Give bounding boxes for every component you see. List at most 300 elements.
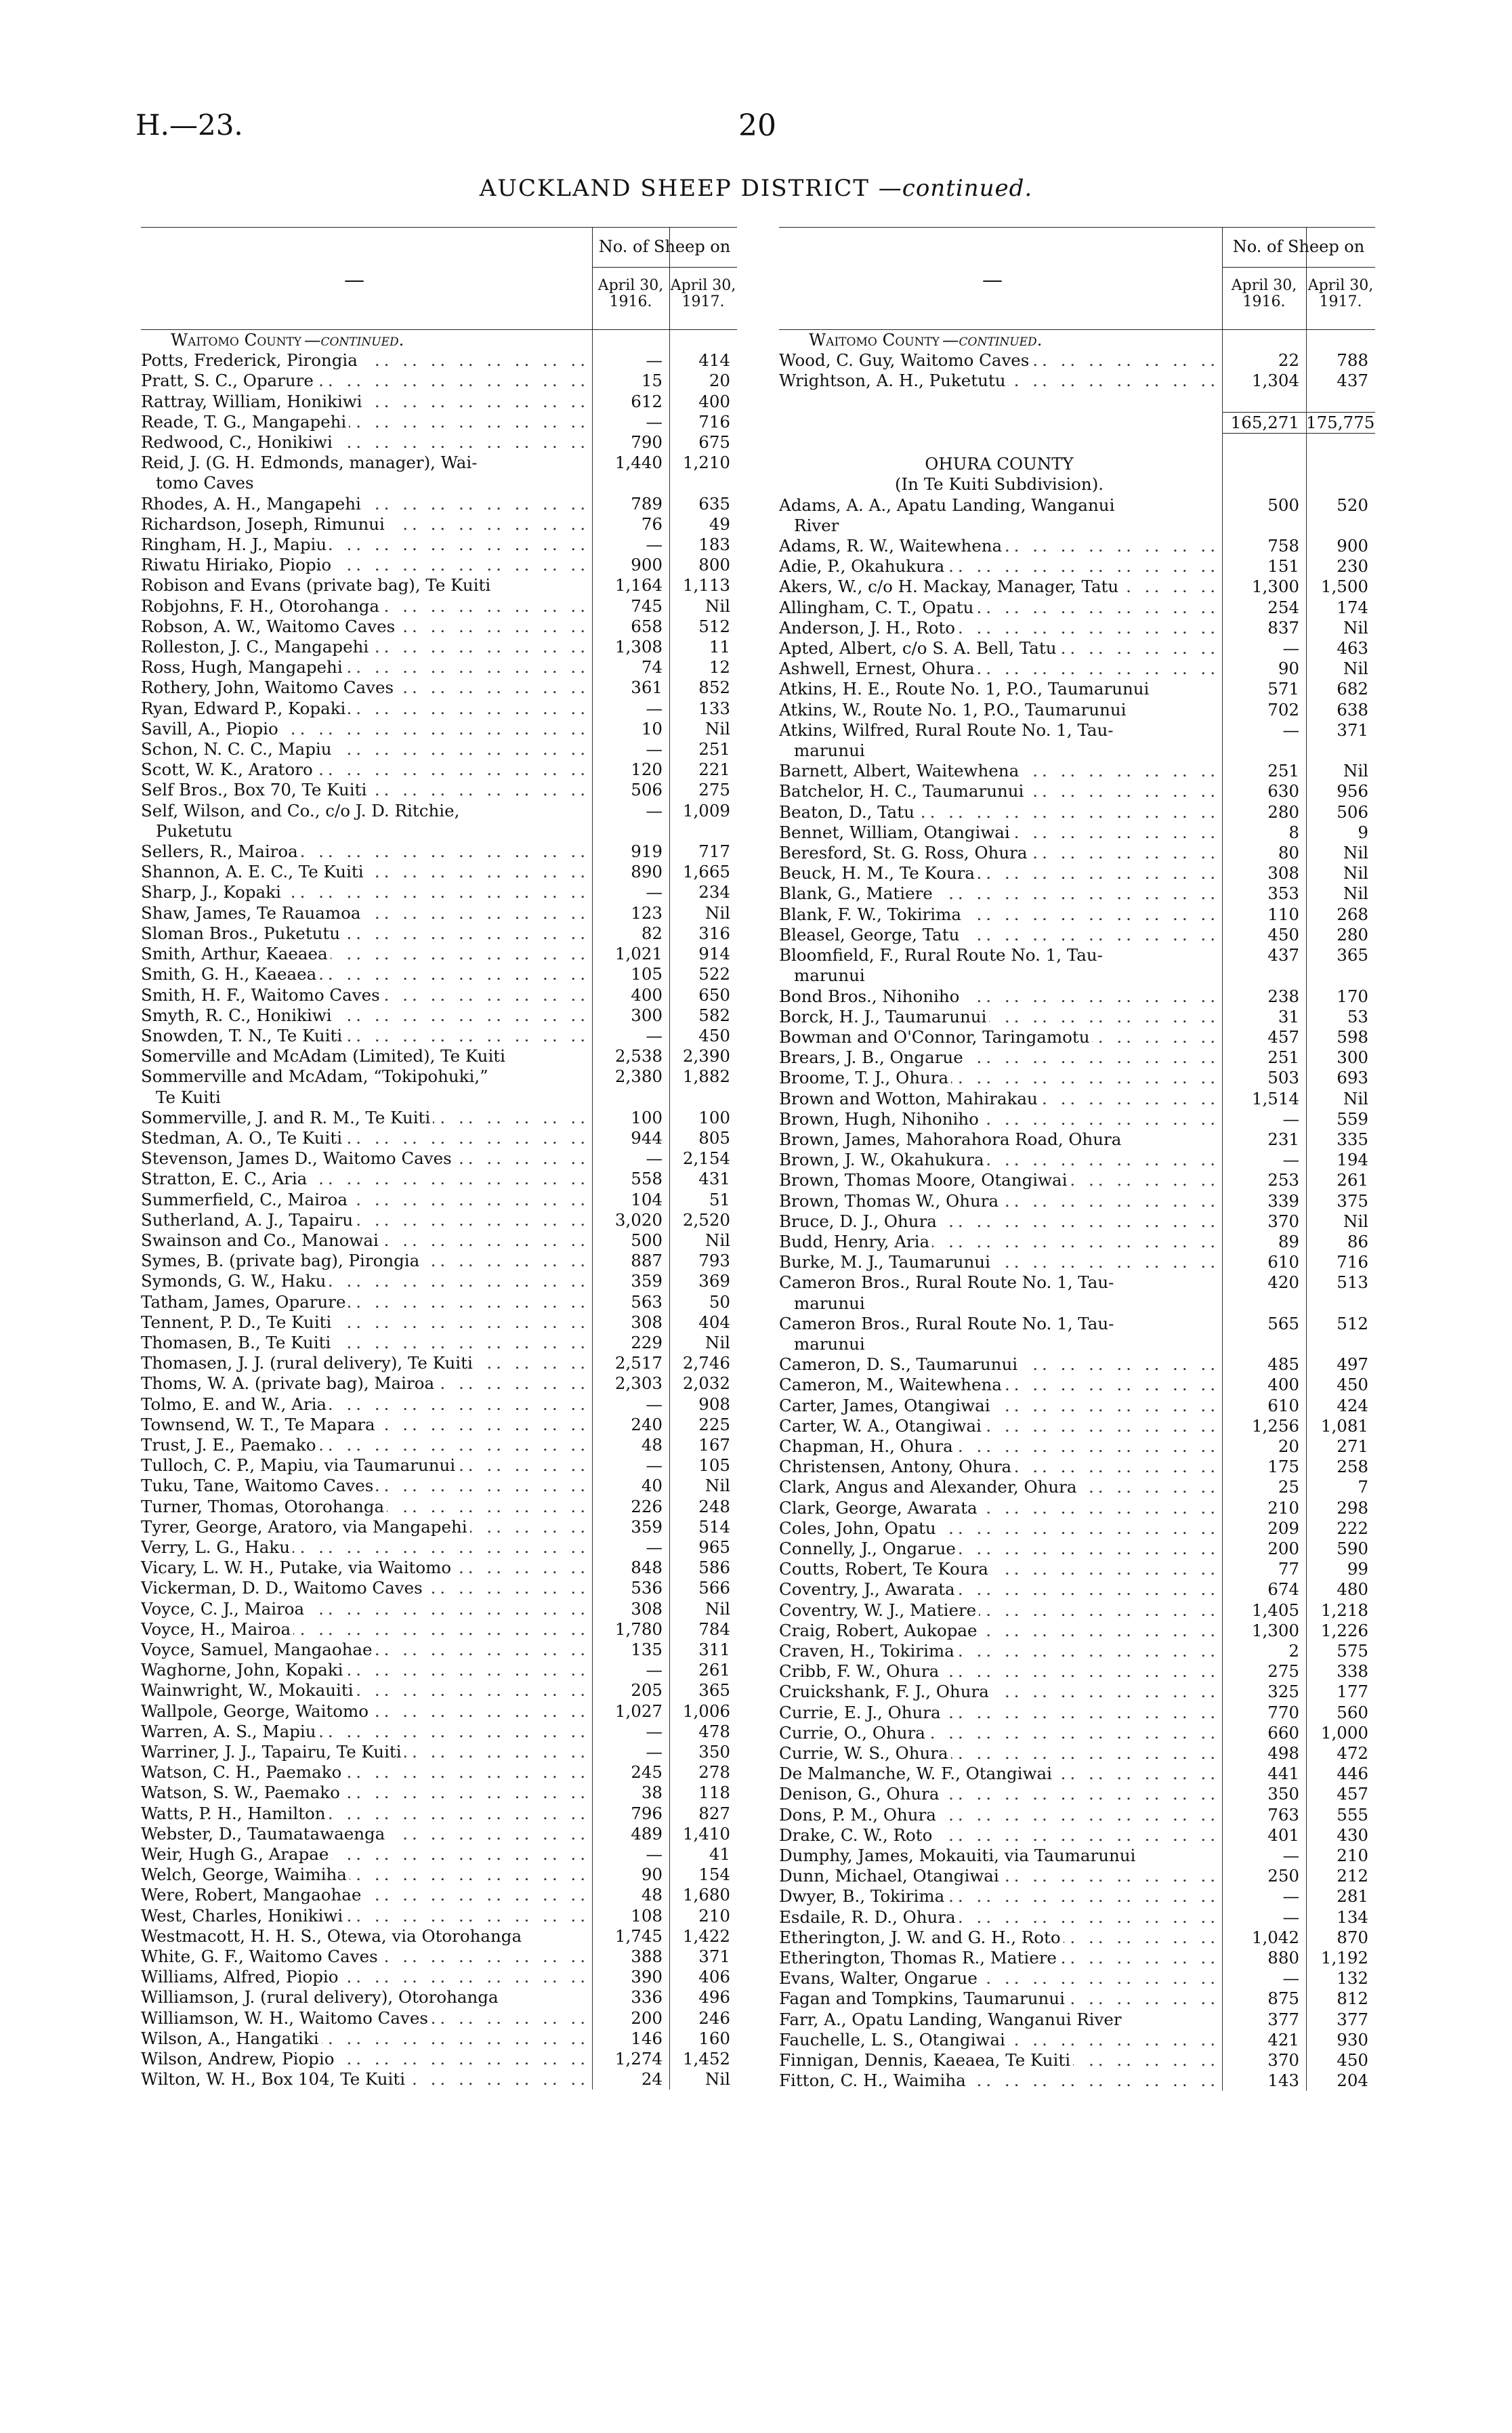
entry-name: Dumphy, James, Mokauiti, via Taumarunui bbox=[779, 1846, 1222, 1866]
entry-name: Robjohns, F. H., Otorohanga .. .. bbox=[141, 596, 592, 617]
sheep-1917: 251 bbox=[698, 739, 730, 760]
entry-name: White, G. F., Waitomo Caves .. .. bbox=[141, 1947, 592, 1967]
entry-name: Barnett, Albert, Waitewhena .. .. bbox=[779, 761, 1222, 781]
sheep-1917: 365 bbox=[698, 1680, 730, 1701]
table-row bbox=[141, 1517, 767, 1537]
entry-name: Adie, P., Okahukura .. .. bbox=[779, 556, 1222, 577]
entry-name: Bennet, William, Otangiwai .. .. bbox=[779, 823, 1222, 843]
entry-name: Cameron, D. S., Taumarunui .. .. bbox=[779, 1354, 1222, 1375]
table-row bbox=[141, 1148, 767, 1169]
sheep-1917: 522 bbox=[698, 964, 730, 984]
table-row bbox=[779, 1457, 1405, 1477]
entry-name: Schon, N. C. C., Mapiu .. .. bbox=[141, 739, 592, 760]
entry-name: Evans, Walter, Ongarue .. .. bbox=[779, 1968, 1222, 1989]
sheep-1916: 796 bbox=[631, 1803, 663, 1823]
sheep-1916: 390 bbox=[631, 1967, 663, 1987]
sheep-1917: 222 bbox=[1337, 1518, 1368, 1538]
sheep-1917: 650 bbox=[698, 984, 730, 1005]
sheep-1917: 900 bbox=[1337, 536, 1368, 556]
date-1917: April 30, 1917. bbox=[1307, 277, 1374, 310]
table-row bbox=[141, 1537, 767, 1558]
sheep-1916: 1,042 bbox=[1251, 1927, 1299, 1947]
sheep-1916 bbox=[607, 821, 684, 841]
table-row bbox=[779, 1498, 1405, 1518]
table-row bbox=[141, 841, 767, 862]
entry-name: Trust, J. E., Paemako .. .. bbox=[141, 1435, 592, 1455]
sheep-1916 bbox=[622, 330, 699, 350]
sheep-1917 bbox=[684, 1087, 752, 1108]
entry-name: Cribb, F. W., Ohura .. .. bbox=[779, 1661, 1222, 1682]
table-row bbox=[779, 1968, 1405, 1989]
sheep-1917: 404 bbox=[698, 1312, 730, 1332]
sheep-1916: — bbox=[646, 411, 663, 432]
entry-name: Redwood, C., Honikiwi .. .. bbox=[141, 432, 592, 453]
table-row bbox=[141, 1824, 767, 1844]
sheep-1916: 1,304 bbox=[1251, 371, 1299, 391]
sheep-1916: 763 bbox=[1267, 1804, 1299, 1825]
entry-name: Atkins, Wilfred, Rural Route No. 1, Tau- bbox=[779, 720, 1222, 741]
county-heading bbox=[779, 474, 1405, 495]
entry-name: West, Charles, Honikiwi .. .. bbox=[141, 1906, 592, 1926]
entry-name: Stedman, A. O., Te Kuiti .. .. bbox=[141, 1128, 592, 1148]
table-row bbox=[141, 350, 767, 371]
table-row bbox=[779, 2071, 1405, 2091]
table-row bbox=[779, 761, 1405, 781]
sheep-1917 bbox=[1321, 741, 1390, 761]
sheep-1917: 105 bbox=[698, 1455, 730, 1476]
entry-name: Voyce, C. J., Mairoa .. .. bbox=[141, 1599, 592, 1619]
sheep-1916: 500 bbox=[1267, 495, 1299, 515]
sheep-1917: 271 bbox=[1337, 1436, 1368, 1456]
sheep-1916: 420 bbox=[1267, 1272, 1299, 1293]
sheep-1916: 231 bbox=[1267, 1129, 1299, 1149]
section-heading bbox=[141, 330, 767, 350]
sheep-1916 bbox=[1237, 1293, 1321, 1314]
entry-name: Batchelor, H. C., Taumarunui .. .. bbox=[779, 781, 1222, 802]
sheep-1916: — bbox=[646, 800, 663, 820]
entry-name: Turner, Thomas, Otorohanga .. .. bbox=[141, 1497, 592, 1517]
table-row bbox=[779, 1436, 1405, 1457]
table-row bbox=[141, 780, 767, 800]
table-row bbox=[779, 781, 1405, 802]
entry-name: Tulloch, C. P., Mapiu, via Taumarunui .. .. bbox=[141, 1455, 592, 1476]
entry-name: River bbox=[779, 516, 1237, 536]
entry-name: Anderson, J. H., Roto .. .. bbox=[779, 618, 1222, 638]
sheep-1917: 638 bbox=[1337, 699, 1368, 720]
sheep-1917 bbox=[1336, 330, 1405, 350]
table-row bbox=[141, 514, 767, 535]
table-row bbox=[779, 1191, 1405, 1211]
sheep-1917: 1,210 bbox=[682, 453, 730, 473]
sheep-1917: Nil bbox=[705, 2069, 730, 2089]
sheep-1916: — bbox=[1282, 638, 1299, 659]
entry-name: Akers, W., c/o H. Mackay, Manager, Tatu .. .. bbox=[779, 577, 1222, 597]
sheep-1917: 1,000 bbox=[1320, 1722, 1368, 1743]
sheep-1917: 278 bbox=[698, 1762, 730, 1783]
date-1916: April 30, 1916. bbox=[597, 277, 664, 310]
entry-name: Shaw, James, Te Rauamoa .. .. bbox=[141, 903, 592, 923]
sheep-1917: 365 bbox=[1337, 945, 1368, 965]
entry-name: Etherington, J. W. and G. H., Roto .. .. bbox=[779, 1928, 1222, 1948]
sheep-1916 bbox=[607, 473, 684, 493]
table-row bbox=[141, 473, 767, 493]
entry-name: Dwyer, B., Tokirima .. .. bbox=[779, 1886, 1222, 1907]
table-row bbox=[141, 1680, 767, 1701]
sheep-1917: 1,452 bbox=[682, 2049, 730, 2069]
table-row bbox=[779, 1109, 1405, 1129]
sheep-1916 bbox=[1222, 474, 1306, 495]
sheep-1916: 503 bbox=[1267, 1068, 1299, 1088]
sheep-1916: 890 bbox=[631, 862, 663, 882]
table-row bbox=[141, 1251, 767, 1271]
table-row bbox=[141, 596, 767, 617]
sheep-1916: — bbox=[646, 698, 663, 718]
entry-name: Brown, J. W., Okahukura .. .. bbox=[779, 1150, 1222, 1170]
table-row bbox=[141, 392, 767, 412]
entry-name: Watson, C. H., Paemako .. .. bbox=[141, 1762, 592, 1783]
entry-name: Craven, H., Tokirima .. .. bbox=[779, 1641, 1222, 1661]
sheep-1917: 930 bbox=[1337, 2029, 1368, 2050]
sheep-1916: 450 bbox=[1267, 924, 1299, 944]
sheep-1917: 716 bbox=[1337, 1252, 1368, 1272]
entry-name: Bond Bros., Nihoniho .. .. bbox=[779, 986, 1222, 1007]
table-row bbox=[779, 536, 1405, 556]
sheep-1916: — bbox=[646, 882, 663, 902]
entry-name: Adams, A. A., Apatu Landing, Wanganui bbox=[779, 495, 1222, 516]
sheep-1917: 446 bbox=[1337, 1764, 1368, 1784]
sheep-1916: 251 bbox=[1267, 761, 1299, 781]
sheep-1916 bbox=[607, 1087, 684, 1108]
page-title: AUCKLAND SHEEP DISTRICT —continued. bbox=[479, 175, 1033, 202]
sheep-1917: 11 bbox=[709, 637, 730, 657]
entry-name: Denison, G., Ohura .. .. bbox=[779, 1784, 1222, 1804]
sheep-1916: 200 bbox=[631, 2008, 663, 2028]
sheep-1917: 2,154 bbox=[682, 1148, 730, 1169]
table-row bbox=[141, 1005, 767, 1026]
sheep-1916: 421 bbox=[1267, 2029, 1299, 2050]
sheep-1916: 558 bbox=[631, 1169, 663, 1189]
table-row bbox=[779, 556, 1405, 577]
sheep-1917: 234 bbox=[698, 882, 730, 902]
table-row bbox=[779, 1252, 1405, 1272]
table-row bbox=[141, 1987, 767, 2008]
entry-name: Ashwell, Ernest, Ohura .. .. bbox=[779, 659, 1222, 679]
sheep-1916: — bbox=[1282, 1846, 1299, 1866]
sheep-1917: 7 bbox=[1358, 1477, 1368, 1497]
sheep-1917: 812 bbox=[1337, 1989, 1368, 2009]
entry-name: Richardson, Joseph, Rimunui .. .. bbox=[141, 514, 592, 535]
table-row bbox=[779, 1007, 1405, 1027]
sheep-1916: 3,020 bbox=[614, 1209, 663, 1230]
entry-name: Reid, J. (G. H. Edmonds, manager), Wai- bbox=[141, 453, 592, 473]
sheep-1916: — bbox=[646, 1721, 663, 1741]
sheep-1917 bbox=[1321, 1334, 1390, 1354]
sheep-1917: 480 bbox=[1337, 1579, 1368, 1600]
sheep-1916: 200 bbox=[1267, 1538, 1299, 1558]
table-row bbox=[141, 2069, 767, 2089]
entry-name: Apted, Albert, c/o S. A. Bell, Tatu .. .. bbox=[779, 638, 1222, 659]
table-row bbox=[141, 453, 767, 473]
table-row bbox=[779, 1682, 1405, 1702]
table-row bbox=[779, 371, 1405, 391]
sheep-1917: 1,113 bbox=[682, 575, 730, 596]
sheep-1916: 24 bbox=[641, 2069, 663, 2089]
sheep-1917: Nil bbox=[705, 1598, 730, 1619]
entry-name: Tyrer, George, Aratoro, via Mangapehi .. .. bbox=[141, 1517, 592, 1537]
table-row bbox=[141, 1742, 767, 1762]
table-row bbox=[779, 1518, 1405, 1539]
sheep-1916: — bbox=[646, 1537, 663, 1557]
sheep-1917: 472 bbox=[1337, 1743, 1368, 1764]
sheep-1916: — bbox=[1282, 1886, 1299, 1907]
entry-name: Drake, C. W., Roto .. .. bbox=[779, 1825, 1222, 1846]
sheep-1917: 716 bbox=[698, 411, 730, 432]
sheep-1916: 280 bbox=[1267, 802, 1299, 822]
sheep-1916: 919 bbox=[631, 841, 663, 862]
left-rows bbox=[141, 330, 767, 2089]
table-row bbox=[141, 944, 767, 964]
sheep-1917: 1,680 bbox=[682, 1885, 730, 1905]
sheep-1916: 143 bbox=[1267, 2071, 1299, 2091]
sheep-1916: — bbox=[646, 1660, 663, 1680]
entry-name bbox=[779, 434, 1222, 454]
header-dash: — bbox=[982, 268, 1003, 292]
table-row bbox=[141, 1722, 767, 1742]
sheep-1917: 497 bbox=[1337, 1354, 1368, 1375]
sheep-1916 bbox=[1222, 454, 1306, 474]
entry-name: Borck, H. J., Taumarunui .. .. bbox=[779, 1007, 1222, 1027]
sheep-1916: 498 bbox=[1267, 1743, 1299, 1764]
sheep-1917: 261 bbox=[1337, 1170, 1368, 1190]
sheep-1916: 339 bbox=[1267, 1190, 1299, 1211]
entry-name: Coventry, W. J., Matiere .. .. bbox=[779, 1600, 1222, 1621]
sheep-1917: 414 bbox=[698, 350, 730, 371]
sheep-1916: 1,256 bbox=[1251, 1415, 1299, 1436]
sheep-1916: 10 bbox=[641, 718, 663, 739]
sheep-1916: 104 bbox=[631, 1189, 663, 1209]
entry-name: Symes, B. (private bag), Pirongia .. .. bbox=[141, 1251, 592, 1271]
sheep-1917: 514 bbox=[698, 1516, 730, 1537]
sheep-1916: 74 bbox=[641, 657, 663, 678]
sheep-1916 bbox=[1252, 330, 1336, 350]
entry-name: Ringham, H. J., Mapiu .. .. bbox=[141, 535, 592, 555]
entry-name: marunui bbox=[779, 741, 1237, 761]
sheep-1917: 450 bbox=[1337, 2050, 1368, 2071]
sheep-1917: 693 bbox=[1337, 1068, 1368, 1088]
sheep-1917: 20 bbox=[709, 371, 730, 391]
sheep-1917: Nil bbox=[1343, 659, 1368, 679]
entry-name: Blank, G., Matiere .. .. bbox=[779, 883, 1222, 904]
sheep-1916: 370 bbox=[1267, 2050, 1299, 2071]
sheep-1917: 177 bbox=[1337, 1682, 1368, 1702]
entry-name: Coutts, Robert, Te Koura .. .. bbox=[779, 1559, 1222, 1579]
table-row bbox=[141, 1640, 767, 1660]
entry-name: Coles, John, Opatu .. .. bbox=[779, 1518, 1222, 1539]
sheep-1916: 660 bbox=[1267, 1722, 1299, 1743]
sheep-1916: 500 bbox=[631, 1230, 663, 1250]
entry-name: Symonds, G. W., Haku .. .. bbox=[141, 1271, 592, 1291]
entry-name: Weir, Hugh G., Arapae .. .. bbox=[141, 1844, 592, 1865]
sheep-1917: 582 bbox=[698, 1005, 730, 1025]
sheep-1916: 1,300 bbox=[1251, 577, 1299, 597]
sheep-1917: 298 bbox=[1337, 1497, 1368, 1518]
table-row bbox=[779, 659, 1405, 679]
sheep-1916 bbox=[1237, 741, 1321, 761]
sheep-1916: 361 bbox=[631, 678, 663, 698]
sheep-1917: 1,500 bbox=[1320, 577, 1368, 597]
entry-name: Riwatu Hiriako, Piopio .. .. bbox=[141, 555, 592, 575]
sheep-1917: 635 bbox=[698, 493, 730, 514]
no-of-sheep-label: No. of Sheep on bbox=[598, 237, 731, 256]
table-row bbox=[141, 739, 767, 760]
sheep-1916: — bbox=[1282, 1907, 1299, 1927]
sheep-1916: 1,440 bbox=[614, 453, 663, 473]
table-row bbox=[141, 1046, 767, 1066]
table-row bbox=[779, 802, 1405, 823]
sheep-1917: 167 bbox=[698, 1434, 730, 1455]
sheep-1917: 1,422 bbox=[682, 1926, 730, 1946]
sheep-1917: 2,390 bbox=[682, 1046, 730, 1066]
sheep-1916: 22 bbox=[1278, 350, 1299, 371]
sheep-1917: 160 bbox=[698, 2028, 730, 2048]
sheep-1916: 110 bbox=[1267, 904, 1299, 924]
entry-name: Atkins, H. E., Route No. 1, P.O., Taumarunui bbox=[779, 679, 1222, 699]
table-row bbox=[141, 882, 767, 902]
table-row bbox=[141, 1026, 767, 1046]
sheep-1917: 154 bbox=[698, 1865, 730, 1885]
sheep-1916: — bbox=[646, 535, 663, 555]
sheep-1917: 457 bbox=[1337, 1784, 1368, 1804]
sheep-1917: 512 bbox=[698, 616, 730, 636]
table-row bbox=[779, 1825, 1405, 1846]
sheep-1917: 784 bbox=[698, 1619, 730, 1639]
sheep-1917: 335 bbox=[1337, 1129, 1368, 1149]
entry-name: Watson, S. W., Paemako .. .. bbox=[141, 1783, 592, 1803]
table-row bbox=[779, 1928, 1405, 1948]
table-row bbox=[141, 1373, 767, 1394]
sheep-1917: 800 bbox=[698, 555, 730, 575]
table-row bbox=[779, 1293, 1405, 1314]
sheep-1916: 1,745 bbox=[614, 1926, 663, 1946]
entry-name: Sommerville, J. and R. M., Te Kuiti .. .. bbox=[141, 1108, 592, 1128]
sheep-1917: 675 bbox=[698, 432, 730, 453]
sheep-1917: 311 bbox=[698, 1640, 730, 1659]
sheep-1916: 359 bbox=[631, 1271, 663, 1291]
sheep-1916: 76 bbox=[641, 514, 663, 534]
entry-name: Carter, W. A., Otangiwai .. .. bbox=[779, 1416, 1222, 1436]
table-row bbox=[779, 1866, 1405, 1886]
sheep-1916 bbox=[1222, 392, 1306, 412]
sheep-1917: 2,746 bbox=[682, 1353, 730, 1373]
entry-name: Watts, P. H., Hamilton .. .. bbox=[141, 1804, 592, 1824]
table-row bbox=[141, 1762, 767, 1783]
sheep-1916: 40 bbox=[641, 1476, 663, 1496]
table-row bbox=[779, 1375, 1405, 1395]
sheep-1916: 325 bbox=[1267, 1682, 1299, 1702]
sheep-1916: 437 bbox=[1267, 945, 1299, 965]
page-number: 20 bbox=[738, 108, 776, 143]
entry-name: Bloomfield, F., Rural Route No. 1, Tau- bbox=[779, 945, 1222, 965]
table-row bbox=[779, 1846, 1405, 1866]
table-row bbox=[141, 1087, 767, 1108]
table-row bbox=[779, 598, 1405, 618]
sheep-1916: 565 bbox=[1267, 1313, 1299, 1333]
table-row bbox=[141, 1558, 767, 1578]
sheep-1916: 209 bbox=[1267, 1518, 1299, 1538]
entry-name: Cameron Bros., Rural Route No. 1, Tau- bbox=[779, 1272, 1222, 1293]
entry-name: Brears, J. B., Ongarue .. .. bbox=[779, 1047, 1222, 1068]
sheep-1916: 388 bbox=[631, 1947, 663, 1967]
entry-name: Craig, Robert, Aukopae .. .. bbox=[779, 1621, 1222, 1641]
section-heading bbox=[779, 330, 1405, 350]
entry-name: Carter, James, Otangiwai .. .. bbox=[779, 1396, 1222, 1416]
sheep-1917: 598 bbox=[1337, 1026, 1368, 1047]
sheep-1917: 496 bbox=[698, 1987, 730, 2008]
sheep-1916: 359 bbox=[631, 1516, 663, 1537]
sheep-1917: 1,009 bbox=[682, 800, 730, 820]
sheep-1917: 506 bbox=[1337, 802, 1368, 822]
sheep-1917: 183 bbox=[698, 535, 730, 555]
entry-name: Thoms, W. A. (private bag), Mairoa .. .. bbox=[141, 1373, 592, 1394]
sheep-1917: 225 bbox=[698, 1414, 730, 1434]
sheep-1917: 134 bbox=[1337, 1907, 1368, 1927]
sheep-1916: 2,517 bbox=[614, 1353, 663, 1373]
sheep-1916: 350 bbox=[1267, 1784, 1299, 1804]
entry-name: OHURA COUNTY bbox=[779, 454, 1222, 474]
sheep-1916: 77 bbox=[1278, 1559, 1299, 1579]
table-row bbox=[779, 350, 1405, 371]
sheep-1917: 827 bbox=[698, 1803, 730, 1823]
table-row bbox=[779, 1334, 1405, 1354]
entry-name: Potts, Frederick, Pirongia .. .. bbox=[141, 350, 592, 371]
sheep-1917: Nil bbox=[1343, 883, 1368, 904]
sheep-1917: 805 bbox=[698, 1127, 730, 1148]
table-row bbox=[141, 862, 767, 882]
table-row bbox=[141, 412, 767, 432]
table-row bbox=[141, 1190, 767, 1210]
sheep-1917: 369 bbox=[698, 1271, 730, 1291]
entry-name bbox=[779, 392, 1222, 412]
sheep-1917: 210 bbox=[698, 1905, 730, 1926]
sheep-1916: 536 bbox=[631, 1578, 663, 1598]
entry-name: Thomasen, B., Te Kuiti .. .. bbox=[141, 1333, 592, 1353]
sheep-1916: 887 bbox=[631, 1251, 663, 1271]
table-row bbox=[779, 1703, 1405, 1723]
sheep-1916: 745 bbox=[631, 596, 663, 616]
sheep-1916: 2,380 bbox=[614, 1066, 663, 1087]
entry-name: tomo Caves bbox=[141, 473, 607, 493]
sheep-1917: 51 bbox=[709, 1189, 730, 1209]
sheep-1917: 210 bbox=[1337, 1846, 1368, 1866]
sheep-1917: 512 bbox=[1337, 1313, 1368, 1333]
sheep-1916: 370 bbox=[1267, 1211, 1299, 1231]
table-row bbox=[141, 1476, 767, 1496]
sheep-1916: 89 bbox=[1278, 1231, 1299, 1251]
header-dash: — bbox=[344, 268, 364, 292]
sheep-1916: 123 bbox=[631, 902, 663, 923]
sheep-1916: — bbox=[646, 1742, 663, 1762]
sheep-1917: 1,665 bbox=[682, 862, 730, 882]
entry-name: Puketutu bbox=[141, 821, 607, 841]
sheep-1916: 80 bbox=[1278, 843, 1299, 863]
sheep-1917: 559 bbox=[1337, 1108, 1368, 1129]
table-row bbox=[141, 1497, 767, 1517]
sheep-1916: 770 bbox=[1267, 1702, 1299, 1722]
sheep-1916: 441 bbox=[1267, 1764, 1299, 1784]
entry-name: Swainson and Co., Manowai .. .. bbox=[141, 1230, 592, 1251]
sheep-1916: 251 bbox=[1267, 1047, 1299, 1068]
table-row bbox=[779, 1600, 1405, 1621]
